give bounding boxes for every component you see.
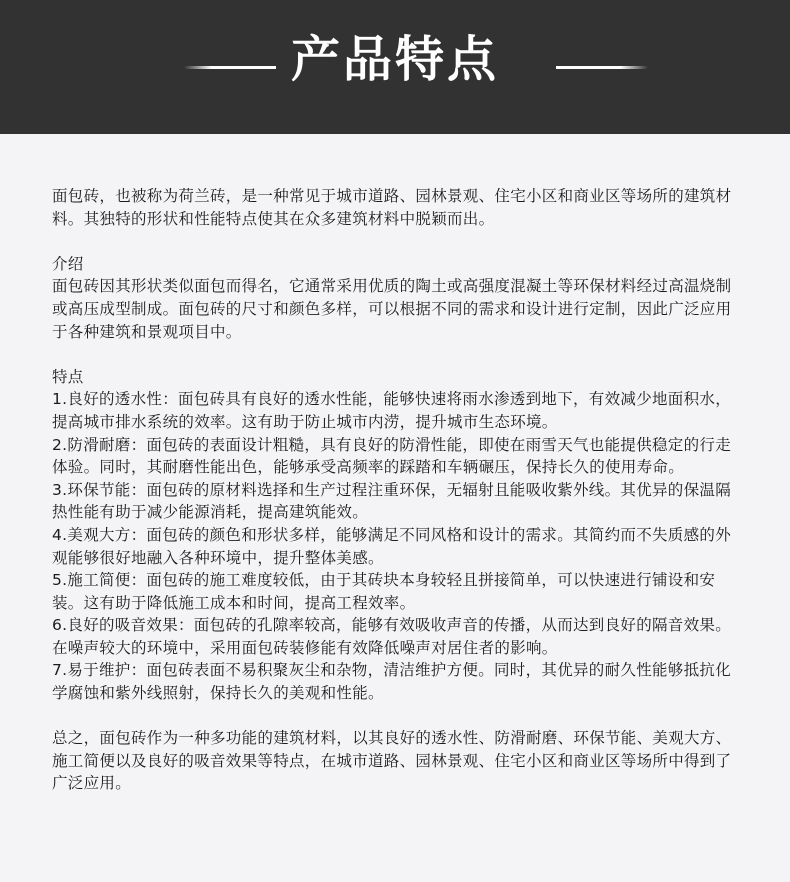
page-title: 产品特点 <box>290 31 499 88</box>
header-banner <box>0 0 790 134</box>
feature-item: 2.防滑耐磨：面包砖的表面设计粗糙，具有良好的防滑性能，即使在雨雪天气也能提供稳定的行走体验。同时，其耐磨性能出色，能够承受高频率的踩踏和车辆碾压，保持长久的使用寿命。 <box>52 435 731 477</box>
paragraph-spacer <box>52 343 734 366</box>
feature-item: 1.良好的透水性：面包砖具有良好的透水性能，能够快速将雨水渗透到地下，有效减少地面积水，提高城市排水系统的效率。这有助于防止城市内涝，提升城市生态环境。 <box>52 390 731 431</box>
feature-item: 3.环保节能：面包砖的原材料选择和生产过程注重环保，无辐射且能吸收紫外线。其优异的保温隔热性能有助于减少能源消耗，提高建筑能效。 <box>52 480 731 522</box>
article-body <box>52 185 734 795</box>
paragraph-spacer <box>52 705 734 728</box>
feature-item: 5.施工简便：面包砖的施工难度较低，由于其砖块本身较轻且拼接简单，可以快速进行铺设和安装。这有助于降低施工成本和时间，提高工程效率。 <box>52 571 716 612</box>
intro-paragraph: 面包砖，也被称为荷兰砖，是一种常见于城市道路、园林景观、住宅小区和商业区等场所的建筑材料。其独特的形状和性能特点使其在众多建筑材料中脱颖而出。 <box>52 187 732 228</box>
feature-item: 4.美观大方：面包砖的颜色和形状多样，能够满足不同风格和设计的需求。其简约而不失质感的外观能够很好地融入各种环境中，提升整体美感。 <box>52 525 731 567</box>
conclusion-paragraph: 总之，面包砖作为一种多功能的建筑材料，以其良好的透水性、防滑耐磨、环保节能、美观大方、施工简便以及良好的吸音效果等特点，在城市道路、园林景观、住宅小区和商业区等场所中得到了广泛应用。 <box>52 729 732 793</box>
title-divider-right <box>556 66 648 69</box>
paragraph-spacer <box>52 230 734 253</box>
feature-item: 6.良好的吸音效果：面包砖的孔隙率较高，能够有效吸收声音的传播，从而达到良好的隔音效果。在噪声较大的环境中，采用面包砖装修能有效降低噪声对居住者的影响。 <box>52 616 731 657</box>
feature-item: 7.易于维护：面包砖表面不易积聚灰尘和杂物，清洁维护方便。同时，其优异的耐久性能够抵抗化学腐蚀和紫外线照射，保持长久的美观和性能。 <box>52 661 731 703</box>
section-intro-body: 面包砖因其形状类似面包而得名，它通常采用优质的陶土或高强度混凝土等环保材料经过高温烧制或高压成型制成。面包砖的尺寸和颜色多样，可以根据不同的需求和设计进行定制，因此广泛应用于各种建筑和景观项目中。 <box>52 277 732 341</box>
section-heading-features: 特点 <box>52 367 84 386</box>
section-heading-intro: 介绍 <box>52 254 84 273</box>
